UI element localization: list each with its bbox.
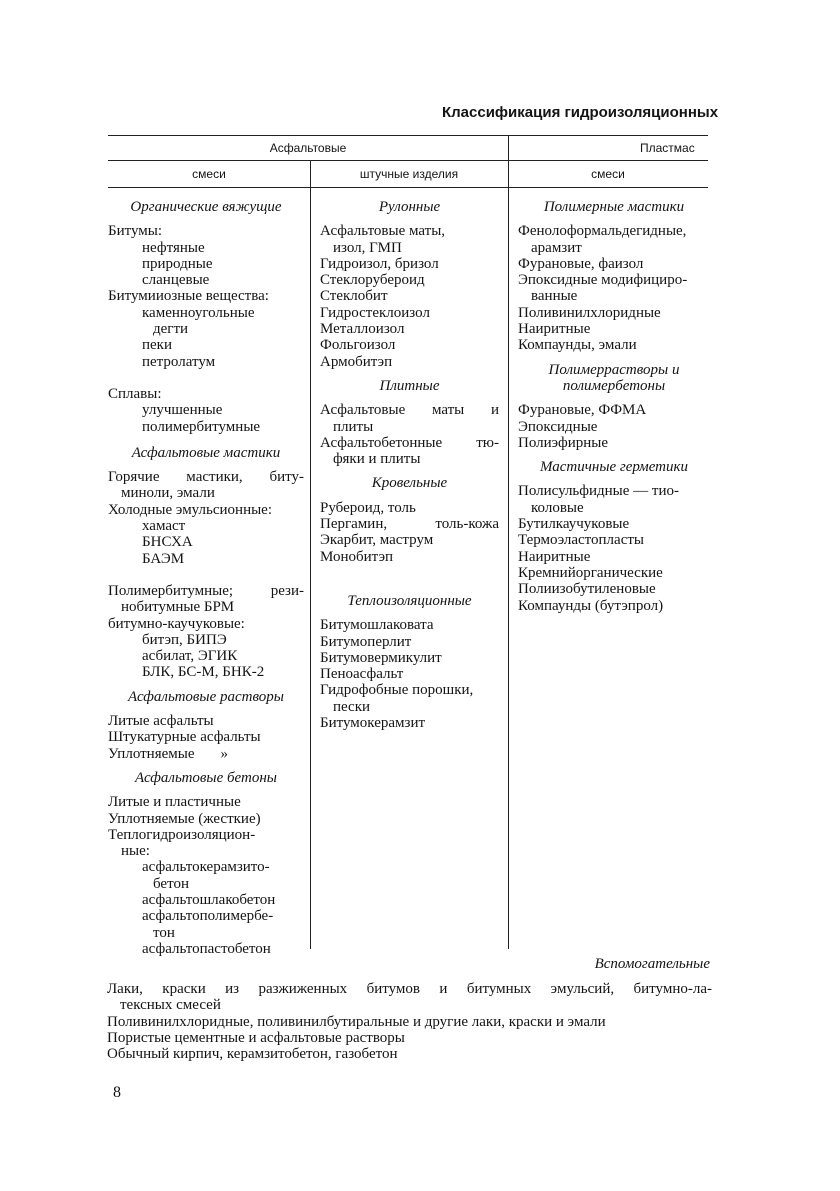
list-item: улучшенные: [142, 402, 223, 419]
list-item: Эпоксидные модифициро-: [518, 272, 688, 289]
list-item: асфальтополимербе-: [142, 908, 274, 925]
section-heading: полимербетоны: [562, 377, 666, 394]
list-item: дегти: [153, 321, 189, 338]
header-piece-products: штучные изделия: [359, 167, 459, 181]
list-item: Поливинилхлоридные: [518, 304, 661, 321]
section-heading: Плитные: [379, 377, 440, 394]
list-item: Полимербитумные; рези-: [108, 582, 304, 599]
list-item: тон: [153, 924, 175, 941]
list-item: битэп, БИПЭ: [142, 631, 227, 648]
section-heading: Рулонные: [378, 199, 441, 215]
list-item: БНСХА: [142, 534, 193, 551]
auxiliary-list: [107, 981, 712, 1062]
list-item: Стеклобит: [320, 288, 388, 305]
list-item: асфальтокерамзито-: [142, 859, 270, 876]
table-top-rule: [108, 135, 708, 136]
list-item: миноли, эмали: [121, 485, 215, 502]
column-divider-2: [310, 160, 311, 949]
list-item: изол, ГМП: [333, 239, 402, 256]
list-item: полимербитумные: [142, 418, 261, 435]
section-heading: Кровельные: [371, 475, 448, 492]
section-heading: Теплоизоляционные: [347, 592, 472, 609]
list-item: Металлоизол: [320, 321, 405, 338]
column-plastic-mixtures: [518, 199, 710, 614]
page-number: 8: [113, 1084, 121, 1101]
list-item-text: и: [490, 402, 499, 419]
header-mixtures: смеси: [192, 167, 226, 181]
list-item: Кремнийорганические: [518, 564, 663, 581]
list-item: Уплотняемые (жесткие): [108, 810, 261, 827]
list-item: бетон: [153, 875, 189, 892]
list-item: Горячие мастики, биту-: [108, 469, 304, 486]
list-item: Армобитэп: [320, 353, 393, 370]
list-item: арамзит: [531, 239, 582, 256]
list-item: Бутилкаучуковые: [518, 516, 630, 533]
header-plastic: Пластмас: [640, 141, 695, 155]
list-item: Компаунды, эмали: [518, 337, 637, 354]
list-item: Фурановые, ФФМА: [518, 402, 647, 419]
list-item: Гидростеклоизол: [320, 304, 430, 321]
list-item-text: тю-: [476, 434, 499, 451]
list-item: Компаунды (бутэпрол): [518, 597, 664, 614]
section-heading: Асфальтовые растворы: [128, 688, 284, 705]
list-item: Асфальтовые маты,: [320, 223, 446, 240]
list-item: Полисульфидные — тио-: [518, 483, 679, 500]
header-bottom-rule: [108, 187, 708, 188]
list-item: Битумииозные вещества:: [108, 288, 269, 305]
list-item: Литые и пластичные: [108, 794, 241, 811]
list-item: асфальтошлакобетон: [142, 891, 276, 908]
column-asphalt-mixtures: [108, 199, 304, 957]
list-item: Полиизобутиленовые: [518, 581, 656, 598]
list-item: сланцевые: [142, 272, 210, 289]
list-item: Полиэфирные: [518, 434, 609, 451]
list-item: битумно-каучуковые:: [108, 615, 245, 632]
list-item: ванные: [531, 288, 578, 305]
list-item: Наиритные: [518, 321, 591, 338]
list-item: Термоэластопласты: [518, 532, 644, 549]
list-item: Гидрофобные порошки,: [320, 682, 474, 699]
list-item: Гидроизол, бризол: [320, 255, 439, 272]
list-item: Теплогидроизоляцион-: [108, 826, 256, 843]
list-item: Пеноасфальт: [320, 666, 404, 683]
list-item-text: маты: [431, 402, 465, 419]
column-piece-products: [320, 199, 499, 731]
list-item: фяки и плиты: [333, 451, 421, 468]
list-item: плиты: [333, 418, 374, 435]
list-item: БАЭМ: [142, 550, 185, 567]
list-item-text: Асфальтовые: [320, 402, 406, 419]
list-item: [320, 402, 499, 418]
list-item: тексных смесей: [120, 997, 221, 1014]
list-item-text: Асфальтобетонные: [320, 434, 443, 451]
list-item: Фурановые, фаизол: [518, 255, 644, 272]
list-item: [108, 746, 304, 762]
list-item: коловые: [531, 499, 584, 516]
section-heading: Мастичные герметики: [539, 459, 689, 476]
list-item: природные: [142, 255, 213, 272]
list-item: [320, 435, 499, 451]
list-item: Экарбит, маструм: [320, 532, 434, 549]
list-item: Поливинилхлоридные, поливинилбутиральные и другие лаки, краски и эмали: [107, 1013, 606, 1030]
list-item: Битумы:: [108, 223, 163, 240]
list-item-text: Пергамин,: [320, 516, 388, 533]
section-heading: Полимерные мастики: [543, 199, 685, 215]
list-item: асфальтопастобетон: [142, 940, 271, 957]
list-item: Битумошлаковата: [320, 617, 434, 634]
list-item: Холодные эмульсионные:: [108, 501, 272, 518]
list-item: [320, 516, 499, 532]
list-item: Литые асфальты: [108, 713, 214, 730]
list-item: пеки: [142, 337, 172, 354]
list-item: Обычный кирпич, керамзитобетон, газобетон: [107, 1046, 398, 1063]
list-item: Битумоперлит: [320, 633, 412, 650]
header-plastic-mixtures: смеси: [591, 167, 625, 181]
list-item: Стеклорубероид: [320, 272, 425, 289]
header-mid-rule: [108, 160, 708, 161]
list-item: Лаки, краски из разжиженных битумов и битумных эмульсий, битумно-ла-: [107, 981, 712, 997]
list-item: нобитумные БРМ: [121, 599, 235, 616]
list-item: пески: [333, 698, 371, 715]
list-item: Битумовермикулит: [320, 649, 442, 666]
list-item: Эпоксидные: [518, 418, 598, 435]
list-item: хамаст: [142, 518, 186, 535]
section-heading: Асфальтовые бетоны: [135, 769, 277, 786]
list-item: петролатум: [142, 353, 216, 370]
list-item: Монобитэп: [320, 548, 394, 565]
header-asphalt: Асфальтовые: [269, 141, 347, 155]
column-divider-3: [508, 135, 509, 949]
page-title: Классификация гидроизоляционных: [442, 104, 719, 121]
list-item: Фенолоформальдегидные,: [518, 223, 687, 240]
list-item: Пористые цементные и асфальтовые растворы: [107, 1029, 405, 1046]
list-item: Сплавы:: [108, 385, 162, 402]
list-item-text: толь-кожа: [435, 516, 499, 533]
section-heading: Полимеррастворы и: [548, 361, 680, 378]
list-item: ные:: [121, 843, 150, 860]
list-item-text: Уплотняемые: [108, 745, 195, 762]
auxiliary-heading: Вспомогательные: [594, 956, 710, 972]
list-item: нефтяные: [142, 239, 205, 256]
list-item: Штукатурные асфальты: [108, 729, 261, 746]
section-heading: Асфальтовые мастики: [131, 444, 281, 461]
ditto-mark: »: [220, 745, 228, 762]
list-item: БЛК, БС-М, БНК-2: [142, 664, 265, 681]
list-item: Рубероид, толь: [320, 499, 416, 516]
list-item: Битумокерамзит: [320, 715, 426, 732]
list-item: каменноугольные: [142, 304, 255, 321]
list-item: Фольгоизол: [320, 337, 396, 354]
section-heading: Органические вяжущие: [130, 199, 282, 215]
list-item: Наиритные: [518, 548, 591, 565]
list-item: асбилат, ЭГИК: [142, 648, 238, 665]
